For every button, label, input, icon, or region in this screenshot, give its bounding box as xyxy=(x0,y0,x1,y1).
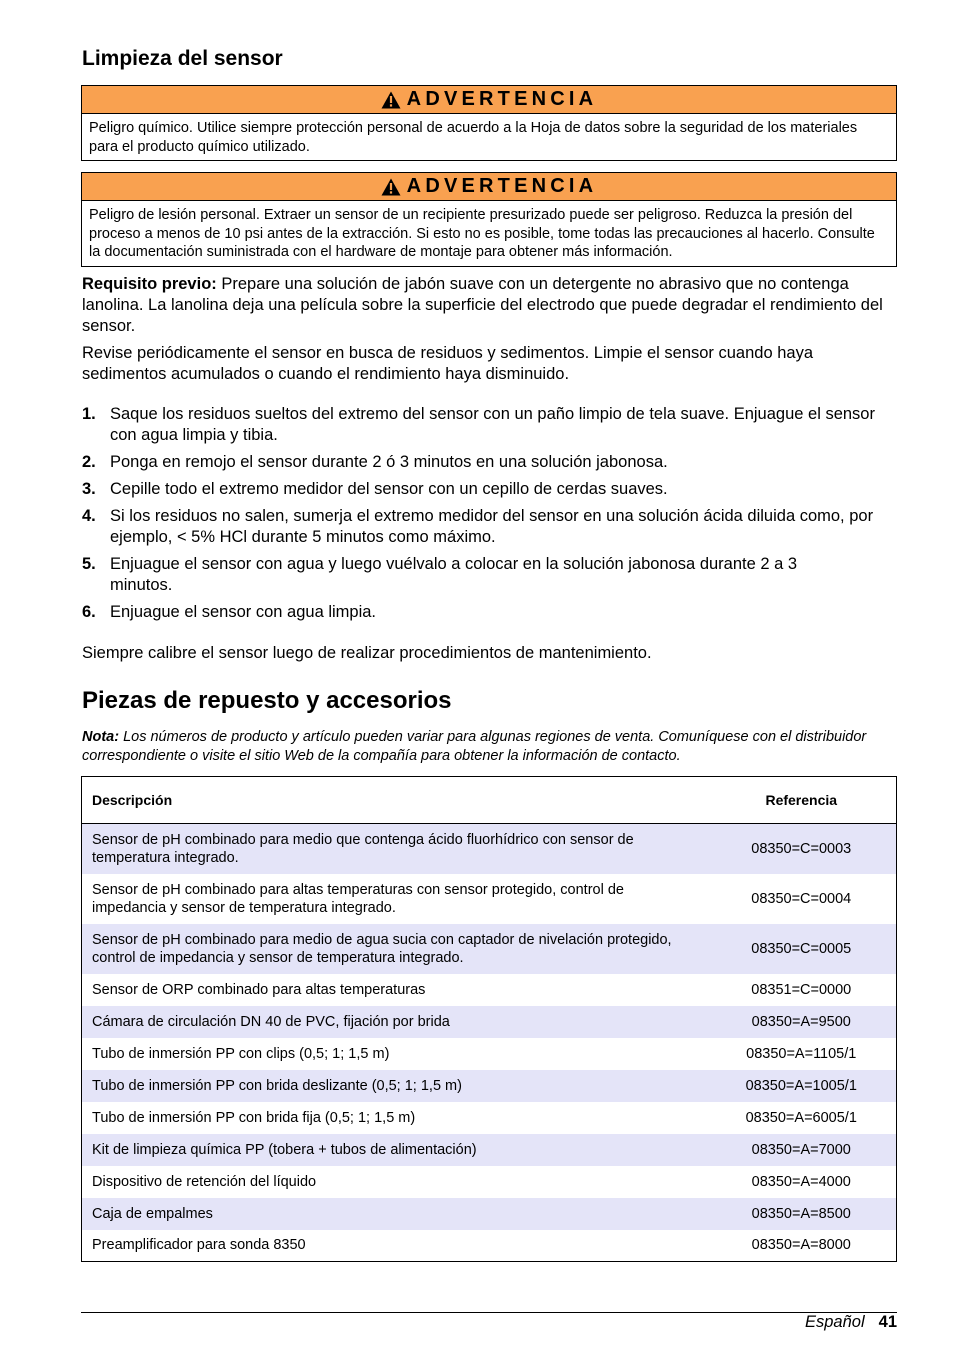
prerequisite-text: Prepare una solución de jabón suave con un detergente no abrasivo que no contenga lanolina. La lanolina deja una película sobre la superficie del electrodo que puede degradar el rendimiento del sensor. xyxy=(82,275,883,335)
warning-text: Peligro químico. Utilice siempre protección personal de acuerdo a la Hoja de datos sobre la seguridad de los materiales para el producto químico utilizado. xyxy=(89,120,858,155)
list-item xyxy=(82,554,898,596)
column-header-reference: Referencia xyxy=(707,777,897,824)
cell-reference: 08350=A=8500 xyxy=(707,1198,897,1230)
cell-description: Preamplificador para sonda 8350 xyxy=(92,1237,306,1254)
cell-description: Sensor de pH combinado para medio de agua sucia con captador de nivelación protegido, control de impedancia y sensor de temperatura integrado. xyxy=(82,924,707,974)
warning-label: ADVERTENCIA xyxy=(406,88,598,110)
table-row xyxy=(82,1070,897,1102)
step-number: 2. xyxy=(82,453,96,471)
cell-description: Kit de limpieza química PP (tobera + tubos de alimentación) xyxy=(82,1134,707,1166)
table-row xyxy=(82,1006,897,1038)
cell-description: Dispositivo de retención del líquido xyxy=(92,1173,317,1190)
step-text: Enjuague el sensor con agua limpia. xyxy=(110,603,377,621)
cell-reference: 08350=A=1005/1 xyxy=(707,1070,897,1102)
cell-description: Tubo de inmersión PP con clips (0,5; 1; 1,5 m) xyxy=(92,1045,390,1062)
list-item xyxy=(82,452,898,473)
step-text: Saque los residuos sueltos del extremo del sensor con un paño limpio de tela suave. Enjuague el sensor con agua limpia y tibia. xyxy=(110,405,875,444)
cell-reference: 08350=C=0005 xyxy=(707,924,897,974)
column-header-description: Descripción xyxy=(82,777,707,824)
step-number: 3. xyxy=(82,480,96,498)
table-row xyxy=(82,924,897,974)
warning-text: Peligro de lesión personal. Extraer un sensor de un recipiente presurizado puede ser peligroso. Reduzca la presión del proceso a menos de 10 psi antes de la extracción. Si esto no es posible, tome todas las precauciones al hacerlo. Consulte la documentación suministrada con el hardware de montaje para obtener más información. xyxy=(89,207,875,260)
step-text: Enjuague el sensor con agua y luego vuélvalo a colocar en la solución jabonosa durante 2 a 3 minutos. xyxy=(110,555,798,594)
page-footer xyxy=(805,1312,897,1332)
cleaning-steps-list xyxy=(82,404,898,629)
note-paragraph xyxy=(82,728,898,765)
cell-reference: 08350=A=6005/1 xyxy=(745,1109,857,1126)
warning-header xyxy=(82,86,896,114)
cell-reference: 08350=C=0004 xyxy=(751,890,852,907)
cell-reference: 08350=A=1105/1 xyxy=(746,1045,857,1062)
step-number: 4. xyxy=(82,507,96,525)
prerequisite-paragraph xyxy=(82,274,898,337)
warning-triangle-icon xyxy=(381,91,401,109)
table-row xyxy=(82,1134,897,1166)
table-row xyxy=(82,1166,897,1198)
list-item xyxy=(82,506,898,548)
warning-triangle-icon xyxy=(381,178,401,196)
list-item xyxy=(82,404,898,446)
list-item xyxy=(82,479,898,500)
cell-description: Sensor de pH combinado para altas temperaturas con sensor protegido, control de impedancia y sensor de temperatura integrado. xyxy=(92,881,624,916)
note-text: Los números de producto y artículo pueden variar para algunas regiones de venta. Comuníquese con el distribuidor correspondiente o visite el sitio Web de la compañía para obtener la información de contacto. xyxy=(82,729,867,764)
cell-reference: 08351=C=0000 xyxy=(751,981,852,998)
footer-divider xyxy=(81,1312,897,1313)
table-row xyxy=(82,1038,897,1070)
cell-description: Tubo de inmersión PP con brida deslizante (0,5; 1; 1,5 m) xyxy=(82,1070,707,1102)
step-number: 6. xyxy=(82,603,96,621)
intro-paragraph: Revise periódicamente el sensor en busca de residuos y sedimentos. Limpie el sensor cuando haya sedimentos acumulados o cuando el rendimiento haya disminuido. xyxy=(82,344,813,383)
warning-box-chemical xyxy=(81,85,897,161)
parts-table xyxy=(81,776,897,1262)
cell-description: Tubo de inmersión PP con brida fija (0,5; 1; 1,5 m) xyxy=(92,1109,416,1126)
step-text: Cepille todo el extremo medidor del sensor con un cepillo de cerdas suaves. xyxy=(110,480,668,498)
cell-reference: 08350=C=0003 xyxy=(707,824,897,874)
section-heading-cleaning: Limpieza del sensor xyxy=(82,47,283,70)
warning-label: ADVERTENCIA xyxy=(406,175,598,197)
table-row xyxy=(82,1230,897,1262)
list-item xyxy=(82,602,898,623)
cell-reference: 08350=A=8000 xyxy=(751,1237,851,1254)
warning-box-injury xyxy=(81,172,897,267)
page-number: 41 xyxy=(878,1313,897,1331)
table-row xyxy=(82,974,897,1006)
table-row xyxy=(82,824,897,874)
step-text: Si los residuos no salen, sumerja el extremo medidor del sensor en una solución ácida diluida como, por ejemplo, < 5% HCl durante 5 minutos como máximo. xyxy=(110,507,874,546)
cell-description: Caja de empalmes xyxy=(82,1198,707,1230)
footer-language: Español xyxy=(805,1313,865,1331)
cell-reference: 08350=A=9500 xyxy=(707,1006,897,1038)
cell-description: Cámara de circulación DN 40 de PVC, fijación por brida xyxy=(82,1006,707,1038)
cell-description: Sensor de ORP combinado para altas temperaturas xyxy=(92,981,426,998)
cell-reference: 08350=A=4000 xyxy=(751,1173,851,1190)
warning-header xyxy=(82,173,896,201)
note-label: Nota: xyxy=(82,729,120,745)
closing-paragraph: Siempre calibre el sensor luego de realizar procedimientos de mantenimiento. xyxy=(82,644,652,662)
table-row xyxy=(82,1198,897,1230)
cell-reference: 08350=A=7000 xyxy=(707,1134,897,1166)
table-header-row xyxy=(82,777,897,824)
table-row xyxy=(82,874,897,924)
table-row xyxy=(82,1102,897,1134)
prerequisite-label: Requisito previo: xyxy=(82,275,217,293)
section-heading-parts: Piezas de repuesto y accesorios xyxy=(82,687,452,714)
step-number: 5. xyxy=(82,555,96,573)
step-text: Ponga en remojo el sensor durante 2 ó 3 minutos en una solución jabonosa. xyxy=(110,453,668,471)
cell-description: Sensor de pH combinado para medio que contenga ácido fluorhídrico con sensor de temperatura integrado. xyxy=(82,824,707,874)
step-number: 1. xyxy=(82,405,96,423)
